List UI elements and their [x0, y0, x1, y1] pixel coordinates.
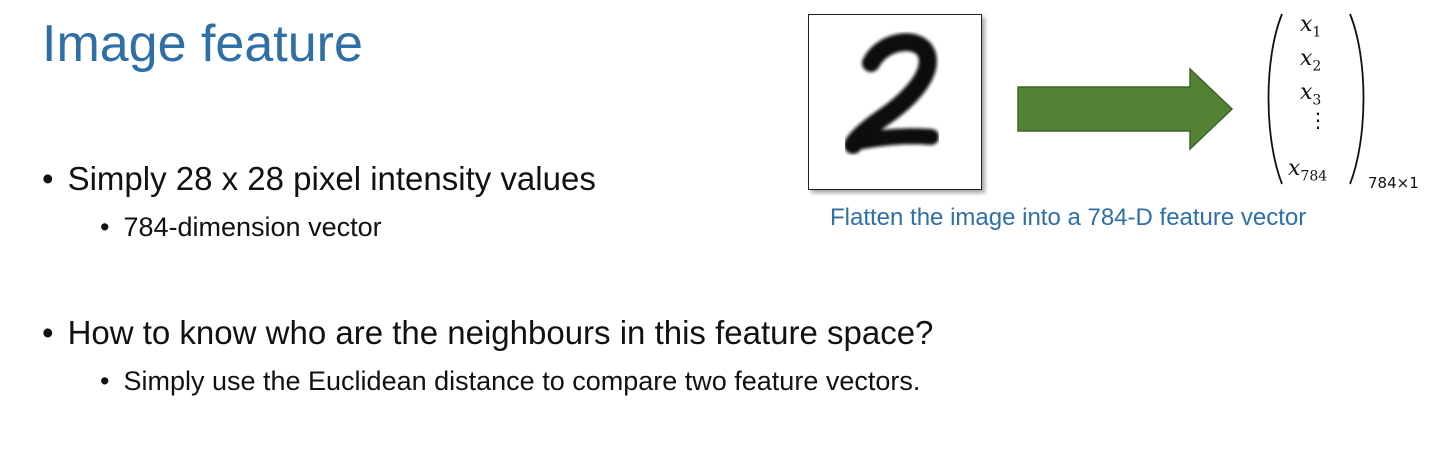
bullet-glyph: •	[100, 366, 110, 396]
digit-two-drawing	[809, 15, 981, 189]
figure-caption: Flatten the image into a 784-D feature vector	[830, 204, 1307, 231]
feature-vector	[1264, 8, 1444, 198]
bullet-1-sub-text: 784-dimension vector	[123, 212, 382, 242]
bullet-glyph: •	[42, 314, 54, 351]
vector-ellipsis: ⋮	[1308, 108, 1328, 132]
vector-entry-last: $x_{784}$	[1288, 156, 1328, 185]
bullet-glyph: •	[100, 212, 110, 242]
bullet-1-text: Simply 28 x 28 pixel intensity values	[67, 160, 596, 197]
digit-image	[808, 14, 982, 190]
bullet-2-sub-text: Simply use the Euclidean distance to compare two feature vectors.	[123, 366, 921, 396]
bullet-1-sub	[100, 212, 382, 243]
bullet-2-text: How to know who are the neighbours in this feature space?	[67, 314, 934, 351]
vector-entry-2: $x_2$	[1300, 46, 1322, 75]
bullet-glyph: •	[42, 160, 54, 197]
vector-entry-1: $x_1$	[1300, 12, 1322, 41]
bullet-2	[42, 314, 933, 352]
flatten-arrow-icon	[1016, 66, 1236, 152]
bullet-1	[42, 160, 596, 198]
vector-dimension: 784×1	[1368, 174, 1419, 192]
slide-title: Image feature	[42, 15, 363, 73]
bullet-2-sub	[100, 366, 920, 397]
vector-entry-3: $x_3$	[1300, 80, 1322, 109]
